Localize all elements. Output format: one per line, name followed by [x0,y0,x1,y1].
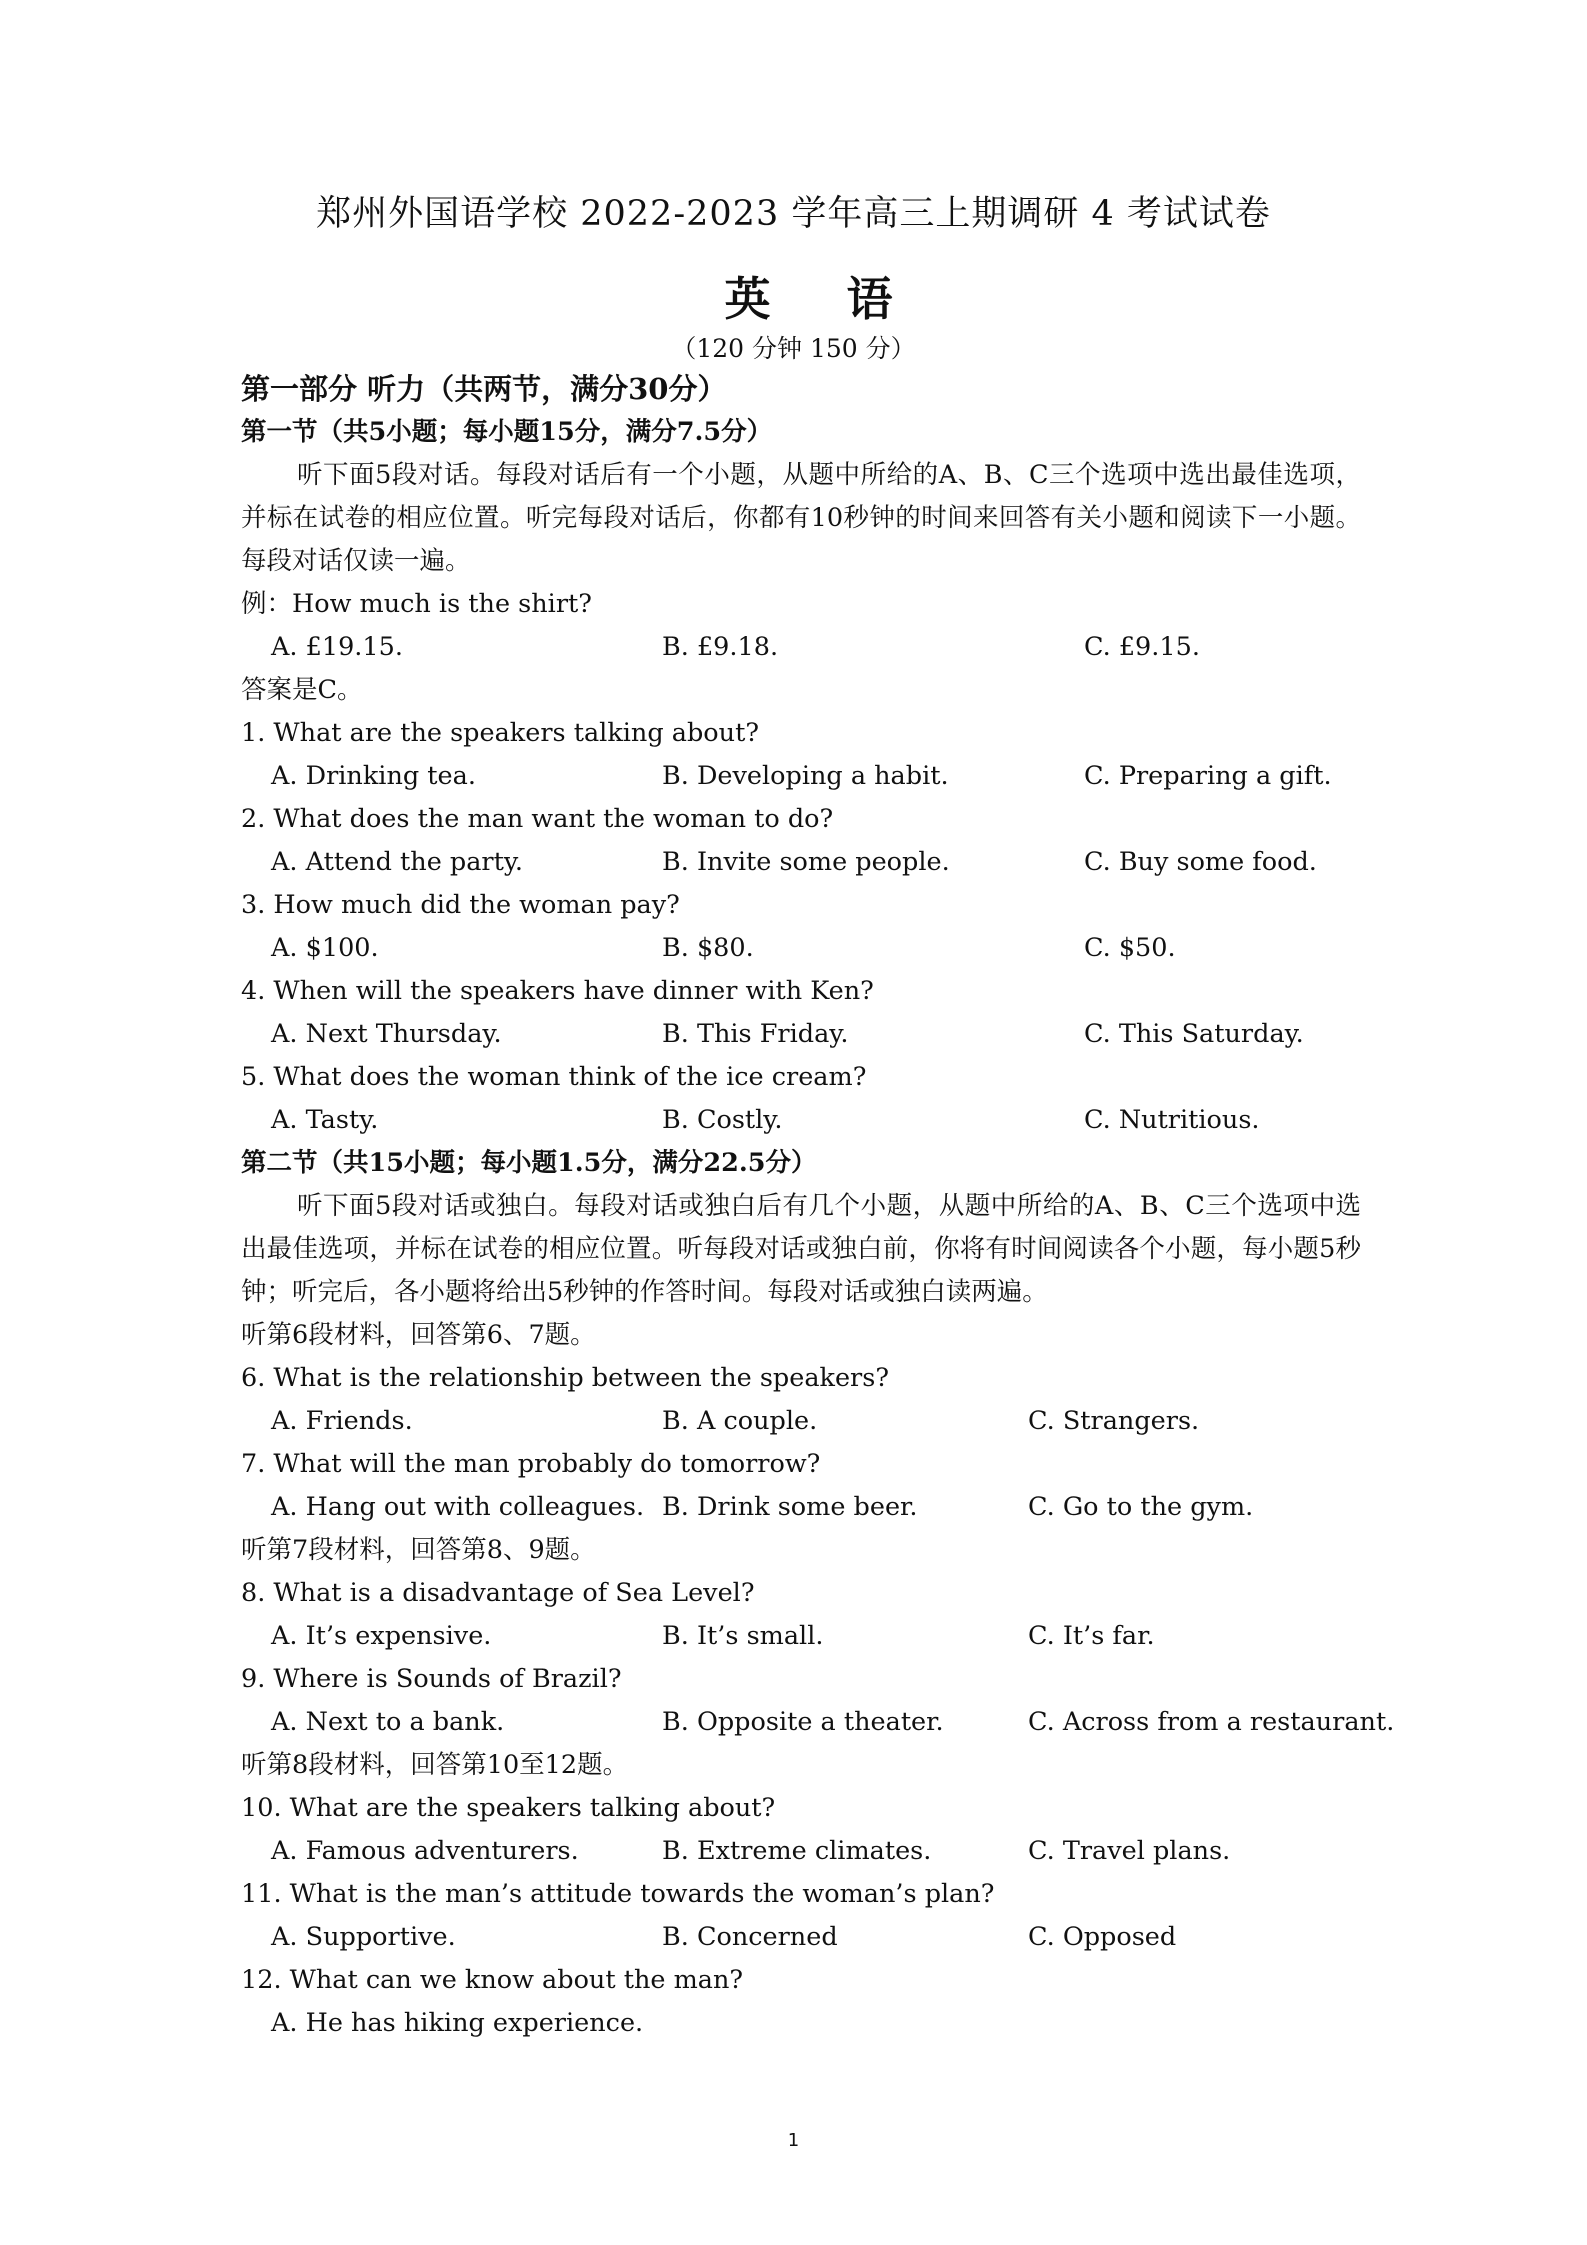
option-b: B. Extreme climates. [662,1836,932,1866]
option-c: C. Preparing a gift. [1084,761,1332,791]
exam-duration: （120 分钟 150 分） [671,334,916,363]
question-9: 9. Where is Sounds of Brazil? [241,1664,622,1694]
section2-heading: 第二节（共15小题；每小题1.5分，满分22.5分） [241,1148,817,1178]
question-4: 4. When will the speakers have dinner with Ken? [241,976,874,1006]
part1-heading: 第一部分 听力（共两节，满分30分） [241,372,727,406]
question-2: 2. What does the man want the woman to do? [241,804,834,834]
material-7-label: 听第7段材料，回答第8、9题。 [241,1535,596,1565]
option-b: B. Developing a habit. [662,761,949,791]
exam-title: 郑州外国语学校 2022-2023 学年高三上期调研 4 考试试卷 [316,194,1271,234]
question-12: 12. What can we know about the man? [241,1965,744,1995]
option-b: B. Opposite a theater. [662,1707,944,1737]
section2-instructions: 听下面5段对话或独白。每段对话或独白后有几个小题，从题中所给的A、B、C三个选项中选出最佳选项，并标在试卷的相应位置。听每段对话或独白前，你将有时间阅读各个小题，每小题5秒钟；听完后，各小题将给出5秒钟的作答时间。每段对话或独白读两遍。 [241,1191,1361,1307]
question-3: 3. How much did the woman pay? [241,890,680,920]
option-c: C. Strangers. [1028,1406,1200,1436]
option-b: B. This Friday. [662,1019,849,1049]
question-8-options [241,1615,1361,1658]
option-b: B. A couple. [662,1406,818,1436]
option-b: B. £9.18. [662,632,779,662]
option-a: A. Famous adventurers. [271,1836,579,1866]
question-11: 11. What is the man’s attitude towards the woman’s plan? [241,1879,995,1909]
option-b: B. It’s small. [662,1621,824,1651]
question-11-options [241,1916,1361,1959]
option-c: C. Opposed [1028,1922,1177,1952]
example-question: 例：How much is the shirt? [241,589,592,619]
example-answer: 答案是C。 [241,675,363,705]
option-a: A. Drinking tea. [271,761,476,791]
question-6-options [241,1400,1361,1443]
material-8-label: 听第8段材料，回答第10至12题。 [241,1750,629,1780]
question-5: 5. What does the woman think of the ice cream? [241,1062,867,1092]
option-c: C. $50. [1084,933,1176,963]
question-8: 8. What is a disadvantage of Sea Level? [241,1578,755,1608]
option-c: C. This Saturday. [1084,1019,1304,1049]
option-a: A. £19.15. [271,632,403,662]
option-a: A. It’s expensive. [271,1621,492,1651]
question-1-options [241,755,1361,798]
section1-heading: 第一节（共5小题；每小题15分，满分7.5分） [241,417,773,447]
example-options [241,626,1361,669]
option-c: C. Across from a restaurant. [1028,1707,1395,1737]
option-a: A. Next to a bank. [271,1707,505,1737]
option-a: A. Tasty. [271,1105,379,1135]
question-4-options [241,1013,1361,1056]
question-3-options [241,927,1361,970]
question-9-options [241,1701,1395,1744]
option-a: A. $100. [271,933,379,963]
option-a: A. Supportive. [271,1922,456,1952]
option-a: A. Hang out with colleagues. [271,1492,645,1522]
question-12-options [241,2002,1361,2045]
exam-content [241,368,1395,2045]
option-b: B. Invite some people. [662,847,950,877]
option-b: B. Concerned [662,1922,838,1952]
option-c: C. Travel plans. [1028,1836,1231,1866]
question-1: 1. What are the speakers talking about? [241,718,759,748]
option-b: B. Costly. [662,1105,783,1135]
question-10: 10. What are the speakers talking about? [241,1793,776,1823]
question-7: 7. What will the man probably do tomorrow? [241,1449,821,1479]
section1-instructions: 听下面5段对话。每段对话后有一个小题，从题中所给的A、B、C三个选项中选出最佳选项，并标在试卷的相应位置。听完每段对话后，你都有10秒钟的时间来回答有关小题和阅读下一小题。每段对话仅读一遍。 [241,460,1361,576]
option-a: A. Friends. [271,1406,413,1436]
question-6: 6. What is the relationship between the speakers? [241,1363,890,1393]
question-7-options [241,1486,1361,1529]
subject-title: 英 语 [724,272,923,326]
option-b: B. Drink some beer. [662,1492,918,1522]
option-c: C. £9.15. [1084,632,1200,662]
option-c: C. Go to the gym. [1028,1492,1254,1522]
question-5-options [241,1099,1361,1142]
question-10-options [241,1830,1361,1873]
option-c: C. Nutritious. [1084,1105,1260,1135]
option-c: C. Buy some food. [1084,847,1317,877]
page-number: 1 [787,2130,800,2151]
option-a: A. Attend the party. [271,847,523,877]
question-2-options [241,841,1361,884]
option-b: B. $80. [662,933,754,963]
option-c: C. It’s far. [1028,1621,1155,1651]
material-6-label: 听第6段材料，回答第6、7题。 [241,1320,596,1350]
option-a: A. He has hiking experience. [271,2008,644,2038]
option-a: A. Next Thursday. [271,1019,502,1049]
